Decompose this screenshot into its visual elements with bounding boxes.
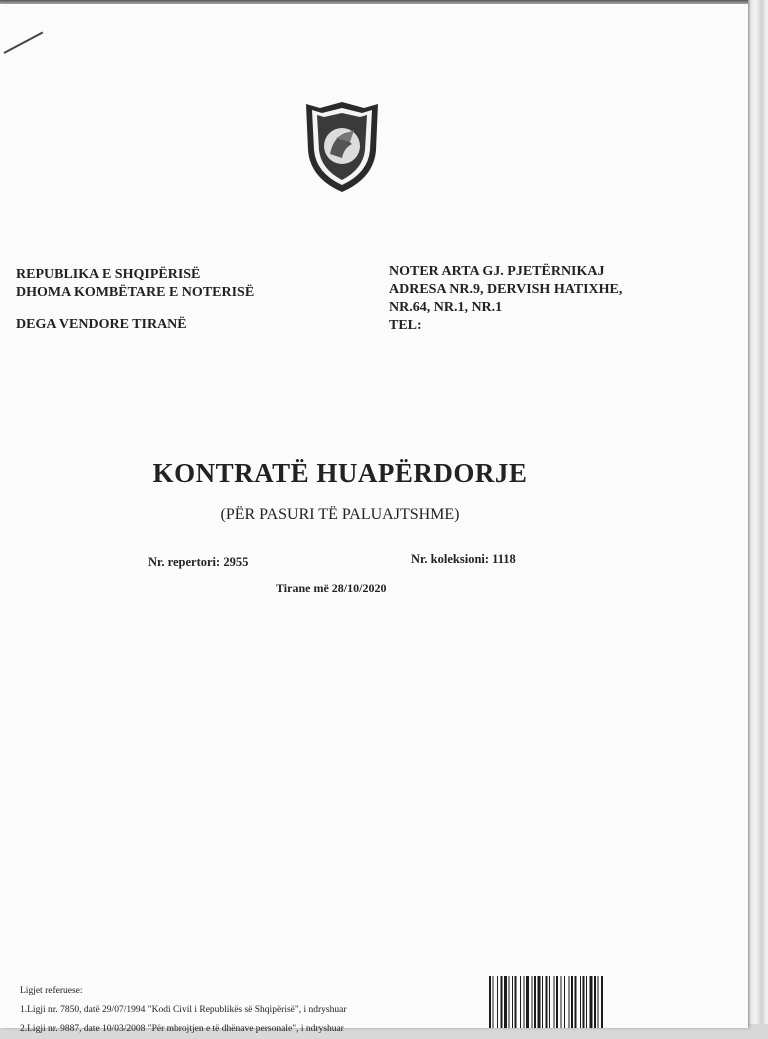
legal-reference-1: 1.Ligji nr. 7850, datë 29/07/1994 "Kodi Civil i Republikës së Shqipërisë", i ndryshuar (20, 1005, 347, 1015)
legal-references (20, 982, 347, 1039)
document-title: KONTRATË HUAPËRDORJE (152, 458, 528, 488)
notary-address-line1: ADRESA NR.9, DERVISH HATIXHE, (389, 282, 623, 297)
pen-mark (4, 31, 44, 53)
notary-phone: TEL: (389, 318, 422, 333)
document-date: Tirane më 28/10/2020 (276, 581, 387, 595)
barcode-icon (487, 976, 680, 1028)
issuer-chamber: DHOMA KOMBËTARE E NOTERISË (16, 285, 255, 300)
notary-address-line2: NR.64, NR.1, NR.1 (389, 300, 503, 315)
legal-reference-2: 2.Ligji nr. 9887, date 10/03/2008 "Për mbrojtjen e të dhënave personale", i ndryshuar (20, 1024, 344, 1034)
repertory-number: Nr. repertori: 2955 (148, 555, 249, 569)
document-subtitle: (PËR PASURI TË PALUAJTSHME) (220, 506, 460, 523)
notary-chamber-seal-icon (300, 98, 384, 196)
document-page (0, 4, 748, 1034)
scan-right-edge (748, 0, 768, 1024)
issuer-block (16, 266, 254, 334)
collection-number: Nr. koleksioni: 1118 (411, 552, 516, 566)
notary-name: NOTER ARTA GJ. PJETËRNIKAJ (389, 264, 605, 279)
issuer-republic: REPUBLIKA E SHQIPËRISË (16, 267, 201, 282)
notary-block (389, 263, 622, 335)
issuer-branch: DEGA VENDORE TIRANË (16, 317, 187, 332)
legal-references-heading: Ligjet referuese: (20, 986, 83, 996)
